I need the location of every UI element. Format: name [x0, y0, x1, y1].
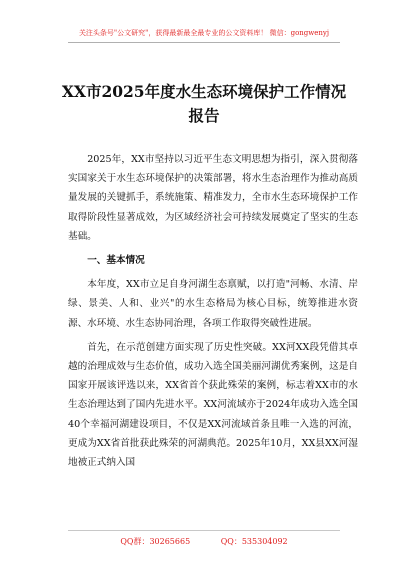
- document-title: [40, 80, 368, 128]
- document-body: [68, 150, 358, 477]
- demonstration-paragraph: 首先，在示范创建方面实现了历史性突破。XX河XX段凭借其卓越的治理成效与生态价值，成功入选全国美丽河湖优秀案例，这是自国家开展该评选以来，XX省首个获此殊荣的案例，标志着XX市的水生态治理达到了国内先进水平。XX河流域亦于2024年成功入选全国40个幸福河湖建设项目，不仅是XX河流域首条且唯一入选的河流，更成为XX省首批获此殊荣的河湖典范。2025年10月，XX县XX河湿地被正式纳入国: [68, 341, 358, 469]
- document-title-line-2: 报告: [188, 106, 220, 125]
- header-divider: [68, 42, 340, 43]
- footer-banner: [0, 536, 408, 547]
- intro-paragraph: 2025年，XX市坚持以习近平生态文明思想为指引，深入贯彻落实国家关于水生态环境保护的决策部署，将水生态治理作为推动高质量发展的关键抓手，系统施策、精准发力，全市水生态环境保护工作取得阶段性显著成效，为区域经济社会可持续发展奠定了坚实的生态基础。: [68, 154, 358, 242]
- section-heading: 一、基本情况: [87, 255, 145, 267]
- header-banner: 关注头条号"公文研究"，获得最新最全最专业的公文资料库！ 微信：gongwenyj: [78, 29, 330, 37]
- footer-qq-group: QQ群：30265665: [120, 537, 191, 546]
- overview-paragraph: 本年度，XX市立足自身河湖生态禀赋，以打造"河畅、水清、岸绿、景美、人和、业兴"的水生态格局为核心目标，统筹推进水资源、水环境、水生态协同治理，各项工作取得突破性进展。: [68, 279, 358, 329]
- footer-divider: [68, 530, 340, 531]
- document-title-line-1: XX市2025年度水生态环境保护工作情况: [61, 82, 347, 101]
- footer-qq: QQ：535304092: [220, 537, 288, 546]
